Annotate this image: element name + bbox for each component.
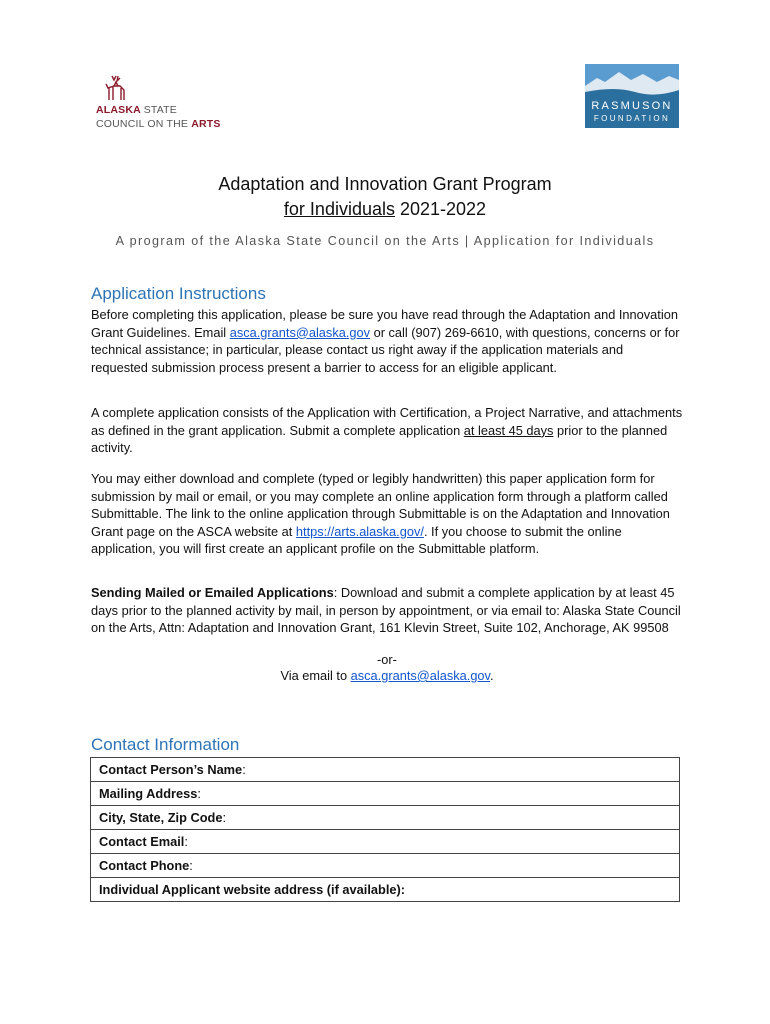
- contact-name-field[interactable]: Contact Person’s Name:: [91, 758, 680, 782]
- mailed-heading: Sending Mailed or Emailed Applications: [91, 585, 334, 600]
- mailing-address-field[interactable]: Mailing Address:: [91, 782, 680, 806]
- title-line1: Adaptation and Innovation Grant Program: [218, 174, 552, 194]
- page-title: [0, 172, 770, 222]
- or-separator: -or-: [377, 652, 397, 667]
- mountain-icon: [585, 64, 679, 98]
- moose-icon: [100, 74, 130, 102]
- website-link[interactable]: https://arts.alaska.gov/: [295, 523, 424, 539]
- via-email-line: Via email to asca.grants@alaska.gov.: [280, 668, 494, 683]
- email-link[interactable]: asca.grants@alaska.gov: [229, 324, 371, 340]
- website-address-field[interactable]: Individual Applicant website address (if available):: [91, 878, 680, 902]
- contact-table: [90, 757, 680, 902]
- asca-logo: [96, 74, 236, 130]
- instructions-paragraph-4: Sending Mailed or Emailed Applications: Download and submit a complete application by at least 45 days prior to the planned activity by mail, in person by appointment, or via email to: Alaska State Council on the Arts, Attn: Adaptation and Innovation Grant, 161 Klevin Street, Suite 102, Anchorage, AK 99508: [91, 585, 681, 636]
- table-row: [91, 806, 680, 830]
- rasmuson-logo: [585, 64, 679, 128]
- asca-logo-text-arts: ARTS: [191, 118, 221, 130]
- table-row: [91, 758, 680, 782]
- city-state-zip-field[interactable]: City, State, Zip Code:: [91, 806, 680, 830]
- page-subtitle: A program of the Alaska State Council on the Arts | Application for Individuals: [115, 234, 655, 248]
- table-row: [91, 830, 680, 854]
- instructions-heading: Application Instructions: [91, 284, 266, 303]
- asca-logo-text-line2: COUNCIL ON THE: [96, 118, 189, 130]
- asca-logo-text-gray: STATE: [143, 104, 177, 116]
- contact-email-field[interactable]: Contact Email:: [91, 830, 680, 854]
- instructions-paragraph-1: Before completing this application, please be sure you have read through the Adaptation and Innovation Grant Guidelines. Email asca.grants@alaska.gov or call (907) 269-6610, with questions, concerns or for technical assistance; in particular, please contact us right away if the application materials and requested submission process present a barrier to access for an eligible applicant.: [91, 307, 680, 375]
- table-row: [91, 782, 680, 806]
- contact-phone-field[interactable]: Contact Phone:: [91, 854, 680, 878]
- title-underlined: for Individuals: [283, 199, 395, 219]
- rasmuson-logo-foundation: FOUNDATION: [593, 114, 671, 123]
- deadline-underline: at least 45 days: [463, 422, 554, 438]
- rasmuson-logo-name: RASMUSON: [591, 100, 673, 112]
- instructions-paragraph-2: A complete application consists of the Application with Certification, a Project Narrative, and attachments as defined in the grant application. Submit a complete application at least 45 days prior to the planned activity.: [91, 405, 683, 456]
- table-row: [91, 854, 680, 878]
- table-row: [91, 878, 680, 902]
- asca-logo-text-red: ALASKA: [96, 104, 141, 116]
- title-year: 2021-2022: [394, 199, 487, 219]
- via-email-link[interactable]: asca.grants@alaska.gov: [350, 668, 490, 683]
- contact-heading: Contact Information: [91, 735, 240, 754]
- instructions-paragraph-3: You may either download and complete (typed or legibly handwritten) this paper application form for submission by mail or email, or you may complete an online application form through a platform called Submittable. The link to the online application through Submittable is on the Adaptation and Innovation Grant page on the ASCA website at https://arts.alaska.gov/. If you choose to submit the online application, you will first create an applicant profile on the Submittable platform.: [91, 471, 670, 557]
